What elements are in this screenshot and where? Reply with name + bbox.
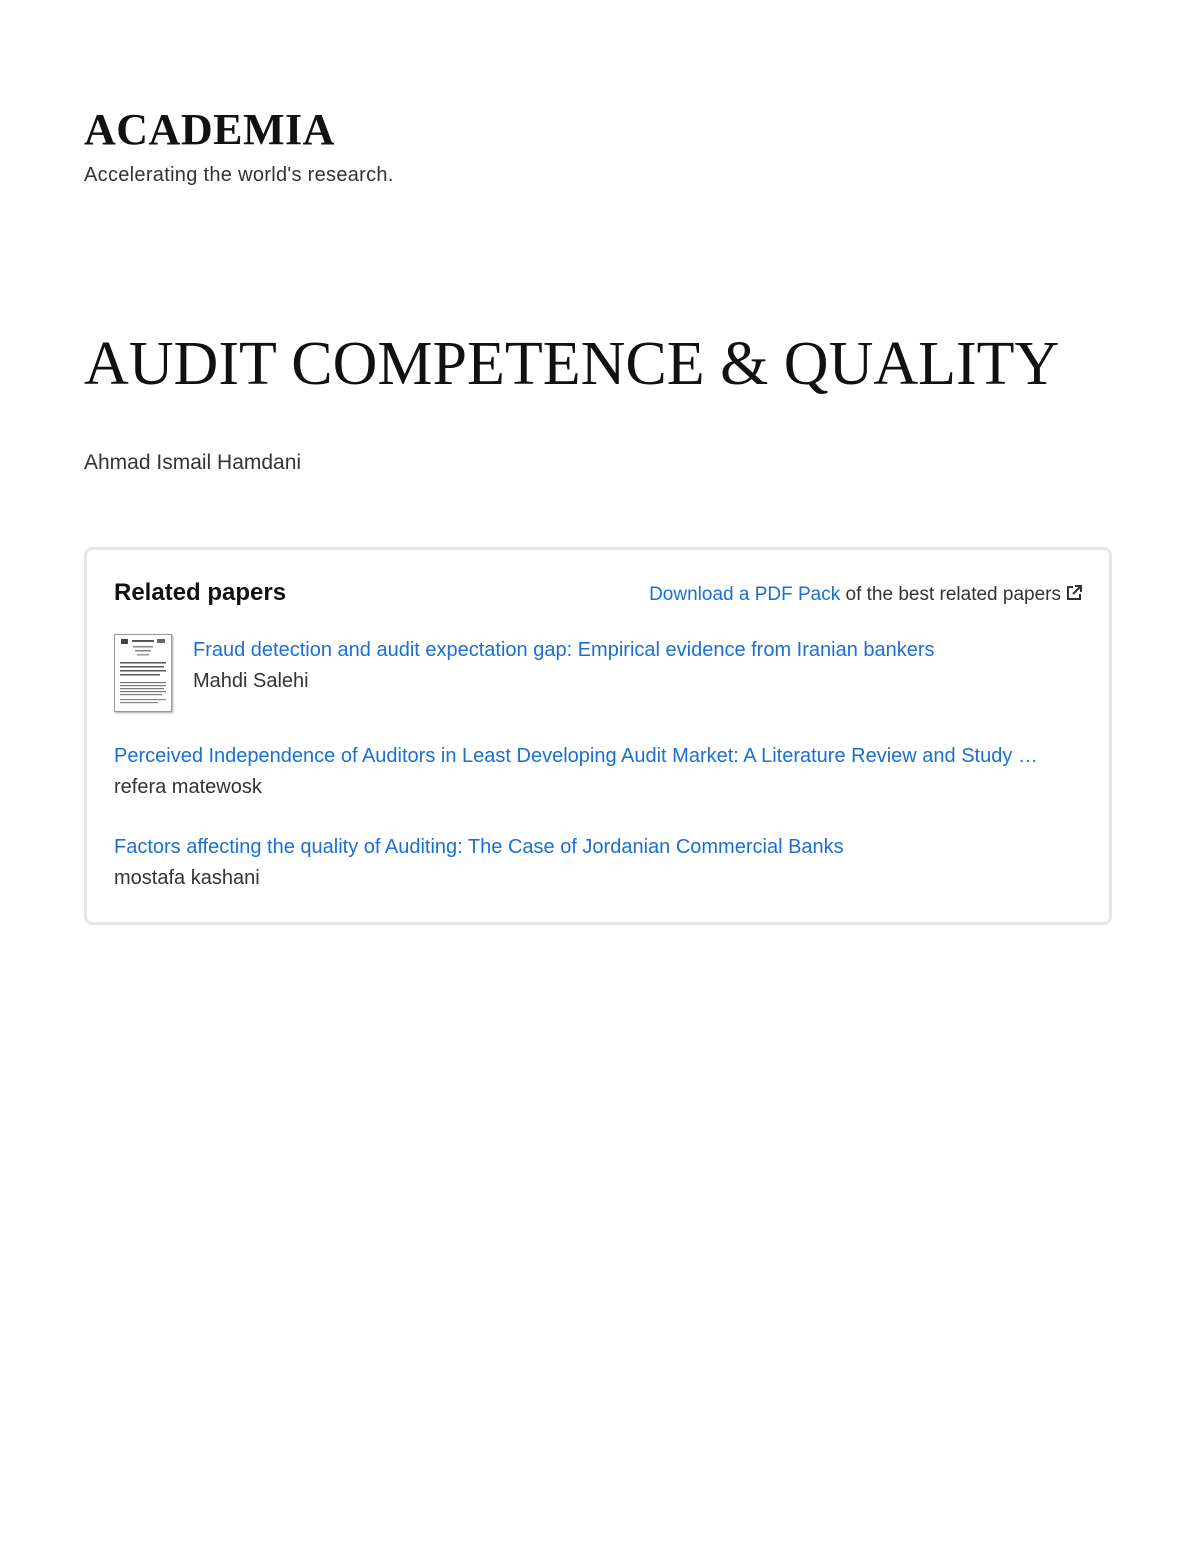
tagline: Accelerating the world's research.: [84, 164, 394, 186]
related-paper-title-link[interactable]: Perceived Independence of Auditors in Least Developing Audit Market: A Literature Review and Study …: [114, 745, 1038, 767]
related-paper-item: [193, 635, 935, 697]
download-pdf-pack-link[interactable]: Download a PDF Pack: [649, 584, 841, 605]
related-paper-author: Mahdi Salehi: [193, 670, 309, 692]
related-paper-author: refera matewosk: [114, 776, 262, 798]
related-papers-panel: [84, 547, 1112, 925]
paper-thumbnail[interactable]: [114, 634, 172, 712]
paper-author: Ahmad Ismail Hamdani: [84, 451, 302, 474]
related-paper-title-link[interactable]: Factors affecting the quality of Auditing: The Case of Jordanian Commercial Banks: [114, 836, 844, 858]
academia-logo[interactable]: ACADEMIA: [84, 105, 335, 154]
external-link-icon[interactable]: [1065, 584, 1083, 602]
related-paper-author: mostafa kashani: [114, 867, 260, 889]
related-papers-heading: Related papers: [114, 579, 287, 606]
related-paper-item: [114, 741, 1038, 803]
pdf-pack-suffix: of the best related papers: [845, 584, 1061, 605]
related-paper-item: [114, 832, 844, 894]
pdf-pack-line: [649, 582, 1083, 608]
related-paper-title-link[interactable]: Fraud detection and audit expectation gap: Empirical evidence from Iranian bankers: [193, 639, 935, 661]
paper-title: AUDIT COMPETENCE & QUALITY: [84, 330, 1060, 398]
